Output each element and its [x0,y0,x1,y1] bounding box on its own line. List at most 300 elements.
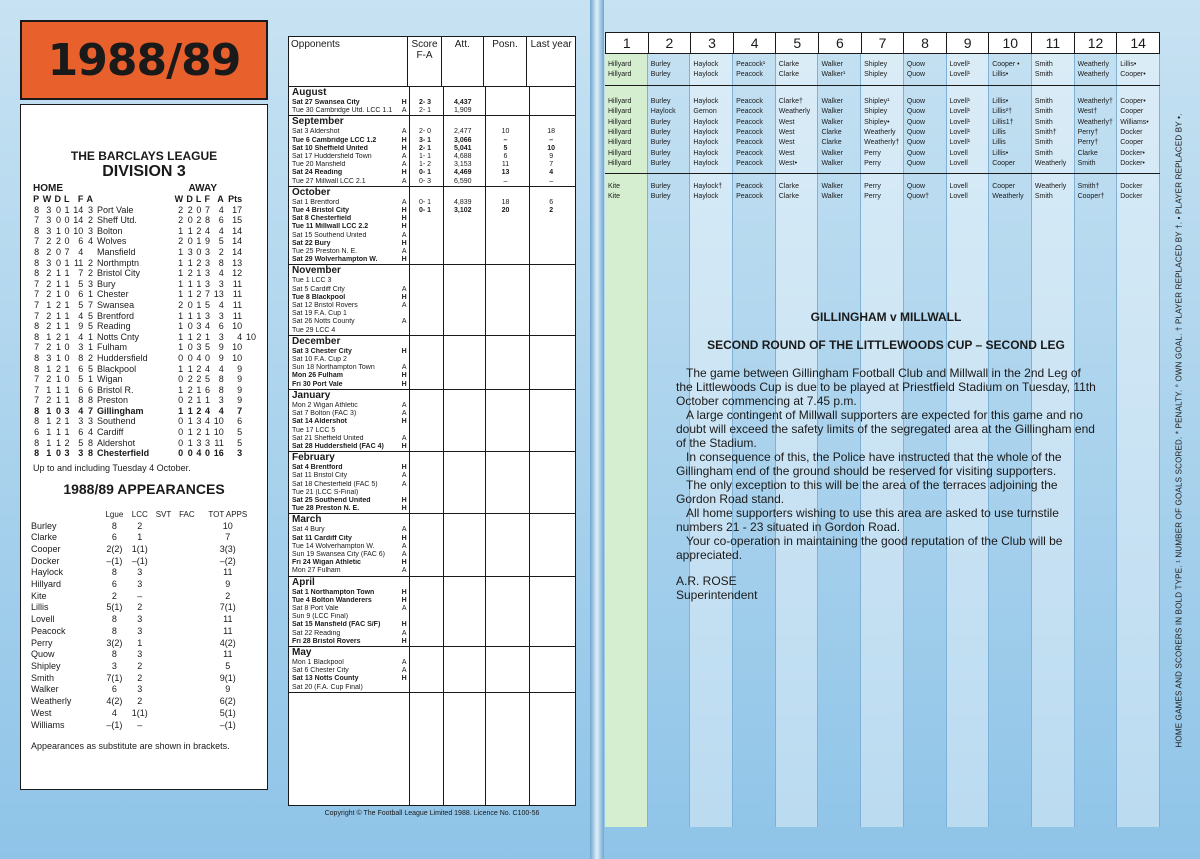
lineup-player: Docker [1120,193,1143,201]
fixture-last-year: – [549,136,554,144]
fixture-opponent: Tue 29 LCC 4 [292,326,336,334]
fixture-row [289,597,575,605]
lineup-player: Shipley¹ [864,98,890,105]
appearances-title: 1988/89 APPEARANCES [63,480,225,497]
lineup-player: Hillyard [608,118,632,126]
fixture-attendance [442,684,484,692]
fixture-opponent: Mon 2 Wigan Athletic [292,401,358,409]
league-cell: 3 [88,278,94,289]
fixture-venue: A [401,480,407,488]
fixture-month-name: August [292,87,327,98]
fixture-row [289,589,575,597]
fixture-score: 1- 1 [419,153,432,161]
league-cell: 3 [196,437,202,448]
fixture-position [484,613,528,621]
league-cell: 2 [55,363,61,374]
appearances-cell: 10 [222,520,233,531]
appearances-cell: Clarke [31,532,58,543]
notice-title: GILLINGHAM v MILLWALL [810,310,962,324]
fixture-venue: H [401,207,407,215]
appearances-table [31,509,257,731]
appearances-cell: 11 [223,649,233,660]
fixture-opponent: Tue 6 Cambridge LCC 1.2 [292,136,377,144]
league-cell: 1 [55,289,61,300]
fixture-row [289,137,575,145]
league-cell: 1 [178,363,184,374]
lineup-player: West [778,149,795,157]
fixture-position [484,410,528,418]
league-cell: 8 [34,437,40,448]
grid-column-number: 14 [1130,35,1146,51]
league-cell: 0 [64,215,70,226]
lineup-player: Hillyard [608,149,632,157]
league-cell: 7 [64,246,70,257]
league-cell: 9 [218,342,224,353]
fixture-venue: A [401,318,407,326]
league-division: DIVISION 3 [102,163,186,180]
fixture-venue: H [401,169,407,177]
league-cell: 1 [64,416,70,427]
fixture-position [484,675,528,683]
league-cell: 2 [196,363,202,374]
fixture-attendance [442,348,484,356]
appearances-cell [175,579,198,591]
league-team: Blackpool [97,363,137,374]
league-cell: 4 [218,405,224,416]
league-header-cell: D [186,194,193,204]
league-cell: 6 [237,416,243,427]
league-cell: 6 [78,236,84,247]
fixture-attendance: 3,066 [454,136,472,144]
league-cell: 1 [64,321,70,332]
opponents-header-label: Opponents [291,39,340,50]
league-row [31,385,257,396]
appearances-row [31,673,257,685]
league-cell: 4 [237,331,243,342]
fixture-row [289,169,575,177]
score-header: Score F-A [408,37,442,86]
league-cell: 1 [46,405,52,416]
lineup-player: Burley [650,71,671,79]
appearances-cell [152,626,175,638]
lineup-player: Smith [1034,71,1053,79]
fixture-last-year [527,294,575,302]
fixture-position [484,667,528,675]
lineup-player: Peacock [736,98,763,105]
fixture-attendance [442,232,484,240]
fixture-last-year [527,215,575,223]
fixture-row [289,207,575,215]
lineup-player: Weatherly [1077,61,1109,68]
appearances-cell [175,567,198,579]
lineup-player: Cooper [992,183,1016,190]
league-cell: 3 [204,246,210,257]
lineup-player: Walker¹ [821,71,846,79]
league-cell: 8 [34,363,40,374]
fixture-opponent: Sat 4 Brentford [292,464,343,472]
season-title: 1988/89 [47,34,241,86]
lineup-player: Smith† [1077,183,1100,190]
fixture-score: 2- 1 [419,107,432,115]
league-cell: 8 [34,416,40,427]
fixture-opponent: Sat 5 Cardiff City [292,285,345,293]
league-cell: 0 [196,246,202,257]
lineup-player: Williams• [1120,118,1149,126]
fixture-opponent: Sun 19 Swansea City (FAC 6) [292,550,385,558]
fixture-opponent: Mon 26 Fulham [292,372,343,380]
league-cell: 2 [88,215,94,226]
lineup-player: Smith† [1034,128,1057,136]
fixture-venue: A [401,667,407,675]
fixture-month [289,452,575,514]
league-cell: 2 [178,215,184,226]
lineup-player: Haylock [693,159,719,167]
appearances-cell: 1 [137,637,143,648]
league-cell: 0 [64,289,70,300]
lineup-player: Lillis• [992,71,1009,79]
fixture-month [289,390,575,452]
lineup-player: Smith [1034,108,1053,116]
appearances-cell: 8 [111,520,117,531]
grid-column-number: 3 [691,33,734,53]
lineup-player: Shipley [864,61,888,68]
fixture-last-year [527,372,575,380]
lineup-player: Peacock¹ [736,61,766,68]
fixture-last-year [527,356,575,364]
fixture-position [484,481,528,489]
league-cell: 1 [187,363,193,374]
league-team: Aldershot [97,437,136,448]
appearances-cell: Docker [31,555,60,566]
lineup-player: Hillyard [608,71,632,79]
lineup-player: Walker [821,149,843,157]
fixture-score: 0- 1 [419,207,432,215]
league-cell: 8 [34,246,40,257]
fixture-score [408,589,442,597]
league-cell: 1 [64,204,70,215]
appearances-cell [175,556,198,568]
league-cell: 10 [213,416,224,427]
league-cell: 0 [187,321,193,332]
league-team: Bristol R. [97,384,134,395]
appearances-cell: 4(2) [219,637,236,648]
league-cell: 11 [214,437,224,448]
league-cell: 8 [34,204,40,215]
league-cell: 1 [55,321,61,332]
appearances-row [31,602,257,614]
fixture-venue [400,277,408,285]
fixture-venue: H [401,347,407,355]
fixture-row [289,605,575,613]
fixture-attendance [442,418,484,426]
appearances-cell [152,544,175,556]
lineup-player: Perry† [1077,128,1099,136]
appearances-cell: 6 [111,532,117,543]
league-cell: 1 [46,299,52,310]
fixture-attendance [442,364,484,372]
fixture-opponent: Sat 11 Cardiff City [292,534,352,542]
fixture-venue: H [401,534,407,542]
fixture-row [289,232,575,240]
lineup-player: Perry [864,159,881,167]
league-cell: 7 [34,278,40,289]
fixture-score [408,318,442,326]
league-cell: 8 [78,395,84,406]
league-cell: 1 [55,395,61,406]
fixture-row [289,497,575,505]
fixture-score [408,464,442,472]
lineup-player: Weatherly† [1077,118,1113,126]
appearances-row [31,684,257,696]
lineup-player: Walker [821,159,843,167]
appearances-cell [175,591,198,603]
league-header-cell: L [195,194,202,204]
league-cell: 1 [46,427,52,438]
fixture-opponent: Sat 25 Southend United [292,496,371,504]
lineup-player: Lillis• [992,149,1009,157]
league-cell: 9 [237,395,243,406]
lineup-row [605,128,1160,138]
league-cell: 3 [204,268,210,279]
home-away-labels [31,183,257,194]
fixture-last-year: 9 [549,153,554,161]
league-row [31,416,257,427]
fixture-venue: A [401,231,407,239]
fixture-attendance [442,589,484,597]
league-cell: 1 [64,257,70,268]
fixture-attendance [442,621,484,629]
league-cell: 3 [218,395,224,406]
fixture-venue: H [401,215,407,223]
fixture-last-year [527,107,575,115]
fixture-venue: A [401,128,407,136]
appearances-cell: 2 [137,602,143,613]
fixture-row [289,107,575,115]
appearances-header-cell: LCC [131,509,148,519]
lineup-row [605,97,1160,107]
league-cell: 3 [78,448,84,459]
league-cell: 8 [34,352,40,363]
fixture-month-name: November [292,265,341,277]
fixture-attendance [442,286,484,294]
fixture-opponent: Tue 17 LCC 5 [292,426,336,434]
fixture-attendance [442,535,484,543]
fixture-position [484,294,528,302]
league-cell: 7 [88,405,94,416]
lineup-player: Clarke [778,193,799,201]
appearances-cell: 11 [223,625,233,636]
lineup-row [605,192,1160,202]
league-team: Notts Cnty [97,331,140,342]
appearances-cell: 3(2) [106,637,123,648]
league-cell: 5 [88,310,94,321]
fixture-row [289,659,575,667]
fixture-venue: A [401,629,407,637]
fixture-last-year [527,638,575,646]
appearances-cell: Burley [31,520,57,531]
fixture-score [408,667,442,675]
fixture-attendance [442,318,484,326]
fixture-score: 1- 2 [419,161,432,169]
league-cell: 11 [232,278,243,289]
league-cell: 3 [78,342,84,353]
fixture-score [408,348,442,356]
appearances-cell [152,579,175,591]
league-cell: 9 [237,384,243,395]
fixture-row [289,178,575,186]
league-team: Southend [97,416,136,427]
fixture-last-year [527,248,575,256]
fixture-opponent: Sat 12 Bristol Rovers [292,302,358,310]
league-cell: 10 [213,427,224,438]
fixture-attendance [442,443,484,451]
league-row [31,406,257,417]
appearances-row [31,614,257,626]
fixture-row [289,302,575,310]
notice-paragraph: In consequence of this, the Police have instructed that the whole of the Gillingham end of the ground should be reserved for visiting supporters. [676,450,1062,478]
lineup-player: Quow [906,118,926,126]
league-cell: 1 [187,257,193,268]
fixture-venue [400,489,408,497]
fixture-venue: H [401,380,407,388]
league-cell: 7 [34,342,40,353]
appearances-cell: 3 [137,614,143,625]
league-cell: 1 [196,384,202,395]
lineup-player: Quow [906,71,926,79]
league-cell: 4 [218,363,224,374]
league-row [31,311,257,322]
fixture-attendance: 3,153 [454,161,472,169]
league-title: THE BARCLAYS LEAGUE [70,149,218,163]
appearances-cell: 1(1) [131,543,148,554]
league-cell: 2 [46,268,52,279]
league-cell: 2 [55,299,61,310]
league-cell: 2 [196,215,202,226]
lineup-player: Haylock [693,118,719,126]
league-row [31,374,257,385]
league-cell: 12 [232,268,243,279]
fixture-row [289,161,575,169]
fixture-score [408,327,442,335]
league-cell: 3 [218,310,224,321]
fixture-attendance: 1,909 [454,107,472,115]
fixture-row [289,327,575,335]
appearances-cell [175,673,198,685]
league-cell: 0 [178,437,184,448]
lineup-player: Quow [906,159,926,167]
league-cell: 8 [218,257,224,268]
league-cell: 1 [46,331,52,342]
league-cell: 0 [178,374,184,385]
lineup-player: Weatherly [778,108,811,116]
fixture-position: 10 [501,128,510,136]
league-cell: 0 [187,299,193,310]
lineup-player: Haylock [650,108,676,116]
fixture-row [289,489,575,497]
lineup-player: Lillis [992,128,1006,136]
fixture-opponent: Tue 30 Cambridge Utd. LCC 1.1 [292,107,393,115]
lineup-player: Quow [906,139,926,147]
fixture-last-year [527,621,575,629]
fixture-attendance [442,567,484,575]
league-cell: 5 [78,278,84,289]
league-cell: 3 [196,342,202,353]
fixture-last-year [527,559,575,567]
appearances-cell: 6 [111,579,117,590]
league-cell: 6 [78,363,84,374]
fixture-position: – [503,136,508,144]
fixture-last-year: 6 [549,198,554,206]
league-team: Wigan [97,374,123,385]
fixture-month [289,116,575,186]
fixture-opponent: Sat 22 Reading [292,629,341,637]
lineup-player: Quow [906,61,926,68]
fixture-score [408,559,442,567]
appearances-cell: Lillis [31,602,49,613]
fixture-attendance [442,327,484,335]
league-cell: 4 [196,448,202,459]
fixture-last-year [527,318,575,326]
league-cell: 0 [64,236,70,247]
league-cell: 3 [46,204,52,215]
league-cell: 8 [88,395,94,406]
league-cell: 7 [34,236,40,247]
lineup-player: Lovell¹ [949,128,971,136]
fixture-score: 2- 3 [419,99,432,106]
league-cell: 2 [187,384,193,395]
league-row [31,448,257,459]
away-label: AWAY [188,183,217,194]
fixture-venue: A [401,198,407,206]
fixture-row [289,153,575,161]
league-cell: 5 [88,321,94,332]
lineup-player: Quow [906,183,926,190]
lineup-player: Haylock [693,71,719,79]
fixture-attendance [442,638,484,646]
lineup-player: West [778,128,795,136]
fixture-month [289,187,575,266]
fixture-score [408,215,442,223]
league-row [31,300,257,311]
league-cell: 10 [73,225,84,236]
fixture-row [289,667,575,675]
lineup-player: Burley [650,98,671,105]
league-cell: 0 [204,352,210,363]
fixture-position [484,418,528,426]
lineup-player: Smith [1034,193,1053,201]
appearances-cell: Quow [31,649,55,660]
lineup-player: West† [1077,108,1098,116]
appearances-row [31,591,257,603]
fixture-opponent: Sat 21 Sheffield United [292,434,364,442]
league-cell: 2 [187,374,193,385]
appearances-cell: – [137,719,143,730]
league-cell: 5 [88,363,94,374]
league-cell: 8 [34,321,40,332]
page-spine [590,0,604,859]
fixture-attendance: 4,839 [454,198,472,206]
league-cell: 2 [46,236,52,247]
fixture-opponent: Tue 4 Bristol City [292,207,350,215]
league-cell: 3 [237,448,243,459]
fixture-venue: A [401,526,407,534]
lineup-player: Clarke† [778,98,803,105]
league-cell: 2 [46,310,52,321]
league-cell: 7 [34,374,40,385]
league-cell: 1 [46,363,52,374]
appearances-cell [175,544,198,556]
league-cell: 1 [55,225,61,236]
